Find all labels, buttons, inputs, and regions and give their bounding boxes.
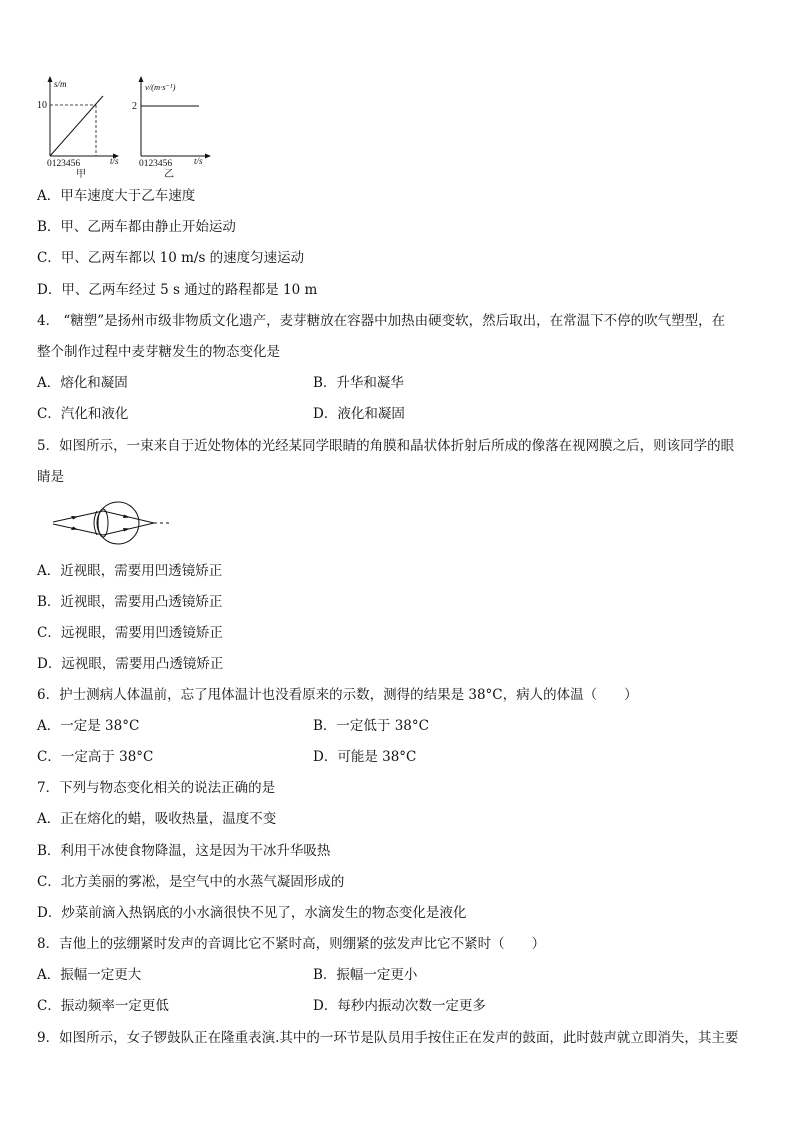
q8-option-a: A．振幅一定更大: [37, 967, 142, 983]
q5-option-c: C．远视眼，需要用凹透镜矫正: [37, 625, 223, 641]
x-axis-arrow: [205, 154, 211, 159]
q5-option-a: A．近视眼，需要用凹透镜矫正: [37, 563, 223, 579]
q3-option-c: C．甲、乙两车都以 10 m/s 的速度匀速运动: [37, 250, 305, 266]
q8-option-d: D．每秒内振动次数一定更多: [313, 998, 486, 1014]
q5-option-d: D．远视眼，需要用凸透镜矫正: [37, 656, 224, 672]
q4-option-a: A．熔化和凝固: [37, 375, 128, 391]
q5-stem-line1: 5．如图所示，一束来自于近处物体的光经某同学眼睛的角膜和晶状体折射后所成的像落在视网膜之后，则该同学的眼: [37, 438, 735, 454]
ray-arrow-bottom-2: [123, 528, 130, 532]
graph-caption: 乙: [164, 169, 174, 179]
y-tick-label: 2: [132, 101, 137, 112]
q8-stem: 8．吉他上的弦绷紧时发声的音调比它不紧时高，则绷紧的弦发声比它不紧时（ ）: [37, 936, 546, 952]
q6-option-d: D．可能是 38°C: [313, 749, 417, 765]
x-tick-labels: 0 1 2 3 4 5 6: [47, 159, 79, 169]
q6-option-c: C．一定高于 38°C: [37, 749, 154, 765]
y-axis-label: s/m: [54, 79, 67, 89]
y-tick-label: 10: [37, 100, 47, 111]
q8-option-b: B．振幅一定更小: [313, 967, 418, 983]
q5-option-b: B．近视眼，需要用凸透镜矫正: [37, 594, 223, 610]
q6-option-b: B．一定低于 38°C: [313, 718, 429, 734]
y-axis-arrow: [139, 76, 144, 82]
q8-option-c: C．振动频率一定更低: [37, 998, 169, 1014]
q6-stem: 6．护士测病人体温前，忘了甩体温计也没看原来的示数，测得的结果是 38°C，病人的体温（ ）: [37, 687, 638, 703]
graph-yi: [128, 74, 218, 179]
q3-option-d: D．甲、乙两车经过 5 s 通过的路程都是 10 m: [37, 282, 318, 298]
q4-option-c: C．汽化和液化: [37, 406, 129, 422]
q7-option-b: B．利用干冰使食物降温，这是因为干冰升华吸热: [37, 843, 331, 859]
eyeball: [97, 502, 139, 544]
graph-caption: 甲: [76, 169, 86, 179]
q4-stem-line2: 整个制作过程中麦芽糖发生的物态变化是: [37, 344, 280, 360]
eye-diagram: [48, 500, 178, 548]
ray-arrow-top-2: [123, 515, 130, 519]
crystalline-lens: [98, 509, 108, 537]
q7-option-c: C．北方美丽的雾凇，是空气中的水蒸气凝固形成的: [37, 874, 345, 890]
q4-option-b: B．升华和凝华: [313, 375, 404, 391]
q7-option-d: D．炒菜前滴入热锅底的小水滴很快不见了，水滴发生的物态变化是液化: [37, 905, 467, 921]
q7-stem: 7．下列与物态变化相关的说法正确的是: [37, 780, 276, 796]
q5-stem-line2: 睛是: [37, 469, 64, 485]
q6-option-a: A．一定是 38°C: [37, 718, 140, 734]
q4-option-d: D．液化和凝固: [313, 406, 405, 422]
y-axis-label: v/(m·s⁻¹): [145, 82, 176, 92]
q7-option-a: A．正在熔化的蜡，吸收热量，温度不变: [37, 811, 277, 827]
x-tick-labels: 0 1 2 3 4 5 6: [139, 159, 171, 169]
q9-stem-line1: 9．如图所示，女子锣鼓队正在隆重表演.其中的一环节是队员用手按住正在发声的鼓面，此时鼓声就立即消失，其主要: [37, 1030, 739, 1046]
y-axis-arrow: [48, 76, 53, 82]
q3-option-a: A．甲车速度大于乙车速度: [37, 188, 196, 204]
q3-option-b: B．甲、乙两车都由静止开始运动: [37, 219, 236, 235]
ray-arrow-top: [71, 516, 78, 520]
ray-arrow-bottom: [71, 527, 78, 531]
q4-stem-line1: 4． “糖塑”是扬州市级非物质文化遗产，麦芽糖放在容器中加热由硬变软，然后取出，在常温下不停的吹气塑型，在: [37, 313, 726, 329]
x-axis-label: t/s: [110, 156, 119, 166]
x-axis-label: t/s: [194, 156, 203, 166]
graph-jia: [34, 74, 124, 179]
